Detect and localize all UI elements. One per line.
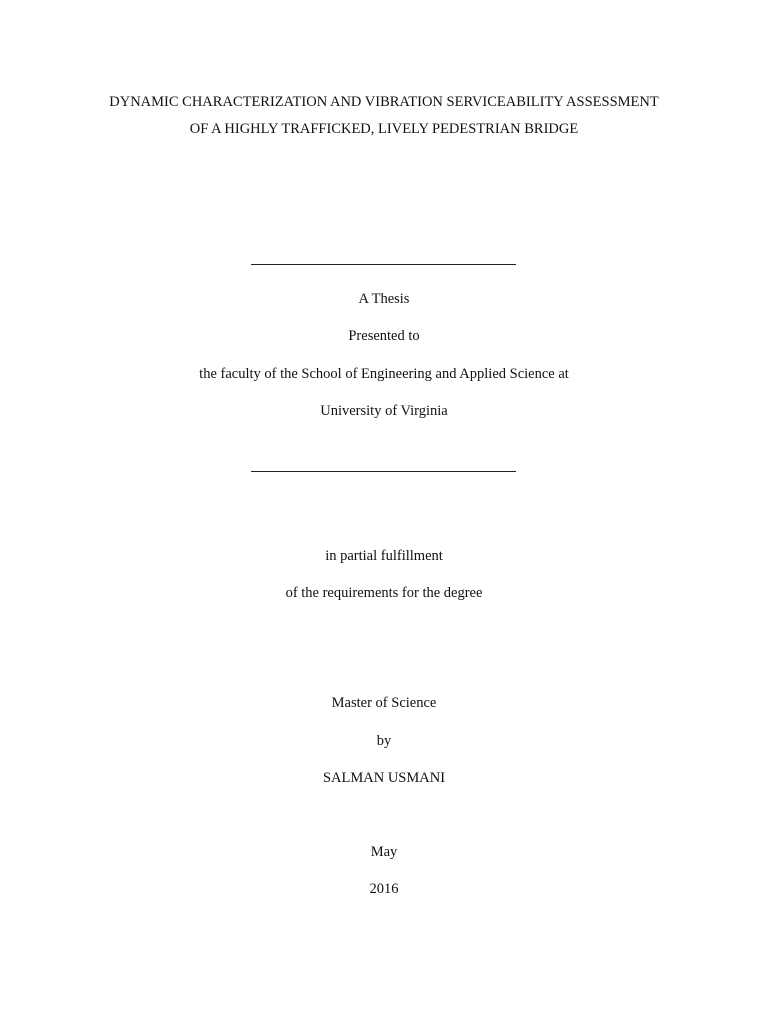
top-divider bbox=[251, 264, 516, 265]
date-month: May bbox=[370, 844, 398, 860]
document-type: A Thesis bbox=[358, 291, 410, 307]
thesis-title-line-2: OF A HIGHLY TRAFFICKED, LIVELY PEDESTRIAN BRIDGE bbox=[189, 121, 579, 137]
degree-name: Master of Science bbox=[331, 695, 437, 711]
author-name: SALMAN USMANI bbox=[322, 770, 446, 786]
thesis-title-line-1: DYNAMIC CHARACTERIZATION AND VIBRATION SERVICEABILITY ASSESSMENT bbox=[109, 94, 659, 110]
bottom-divider bbox=[251, 471, 516, 472]
presented-to: Presented to bbox=[348, 328, 420, 344]
faculty-line: the faculty of the School of Engineering and Applied Science at bbox=[199, 366, 569, 382]
fulfillment-line-1: in partial fulfillment bbox=[325, 548, 443, 564]
date-year: 2016 bbox=[369, 881, 399, 897]
by-label: by bbox=[376, 733, 392, 749]
fulfillment-line-2: of the requirements for the degree bbox=[285, 585, 483, 601]
university-name: University of Virginia bbox=[320, 403, 448, 419]
